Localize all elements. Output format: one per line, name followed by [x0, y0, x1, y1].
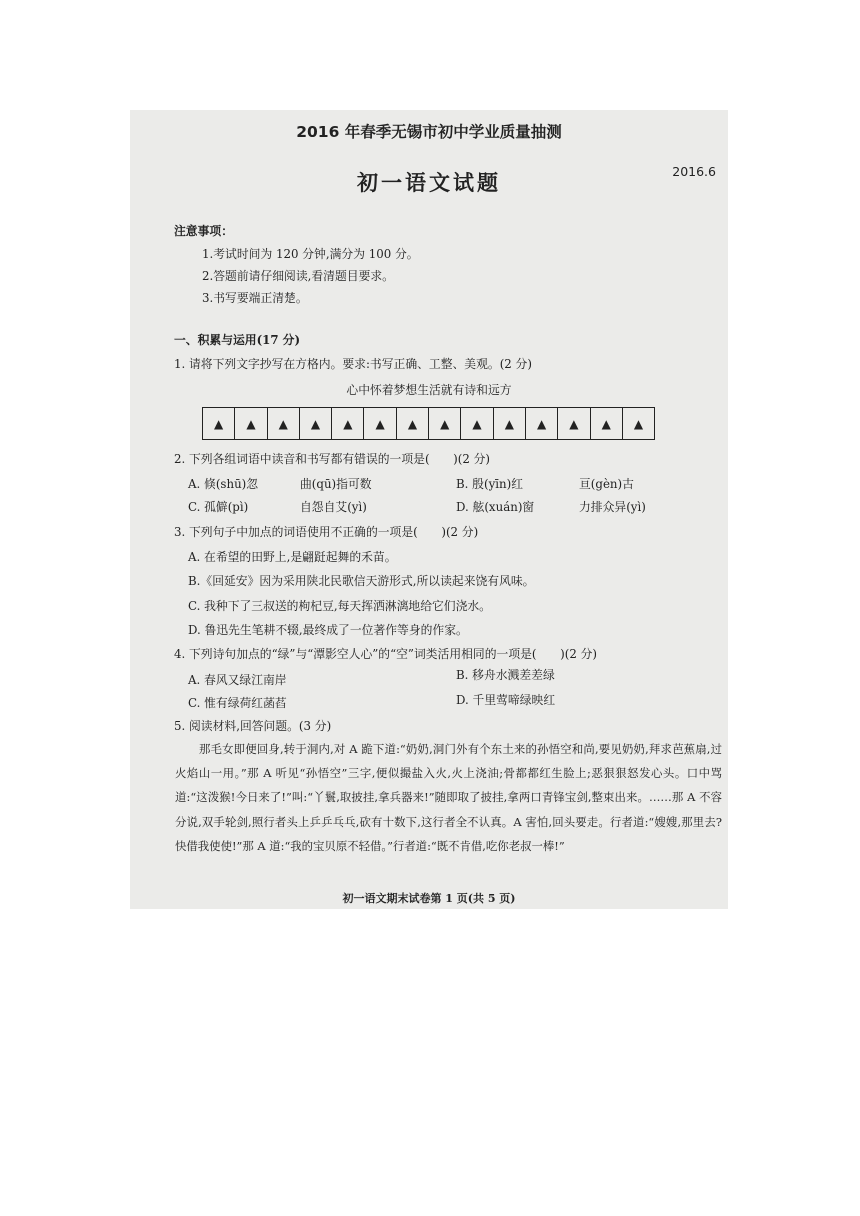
q3-option-c: C. 我种下了三叔送的枸杞豆,每天挥洒淋漓地给它们浇水。	[188, 599, 491, 613]
exam-subtitle: 初一语文试题	[357, 171, 501, 195]
notice-item: 1.考试时间为 120 分钟,满分为 100 分。	[202, 247, 419, 261]
q4-option-b: B. 移舟水溅差差绿	[456, 668, 555, 682]
q2-option-c: C. 孤僻(pì)	[188, 500, 249, 514]
copy-text: 心中怀着梦想生活就有诗和远方	[346, 383, 512, 397]
q3-option-a: A. 在希望的田野上,是翩跹起舞的禾苗。	[188, 550, 397, 564]
q2-option-b-2: 亘(gèn)古	[579, 477, 634, 491]
section-heading: 一、积累与运用(17 分)	[174, 333, 301, 347]
exam-title: 2016 年春季无锡市初中学业质量抽测	[296, 123, 562, 141]
grid-cell[interactable]: ▲	[234, 408, 266, 439]
question-3-stem: 3. 下列句子中加点的词语使用不正确的一项是( )(2 分)	[174, 525, 479, 539]
grid-cell[interactable]: ▲	[557, 408, 589, 439]
grid-cell[interactable]: ▲	[428, 408, 460, 439]
grid-cell[interactable]: ▲	[363, 408, 395, 439]
grid-cell[interactable]: ▲	[590, 408, 622, 439]
notice-heading: 注意事项：	[174, 224, 233, 238]
q4-option-c: C. 惟有绿荷红菡萏	[188, 696, 287, 710]
question-5-stem: 5. 阅读材料,回答问题。(3 分)	[174, 719, 332, 733]
notice-item: 2.答题前请仔细阅读,看清题目要求。	[202, 269, 394, 283]
grid-cell[interactable]: ▲	[331, 408, 363, 439]
passage-text: 那毛女即便回身,转于洞内,对 A 跪下道:“奶奶,洞门外有个东土来的孙悟空和尚,要见奶奶,拜求芭蕉扇,过火焰山一用。”那 A 听见“孙悟空”三字,便似撮盐入火,火上浇油;骨都都红生脸上;恶狠狠怒发心头。口中骂道:“这泼猴!今日来了!”叫:“丫鬟,取披挂,拿兵器来!”随即取了披挂,拿两口青锋宝剑,整束出来。……那 A 不容分说,双手轮剑,照行者头上乒乒乓乓,砍有十数下,这行者全不认真。A 害怕,回头要走。行者道:“嫂嫂,那里去?快借我使使!”那 A 道:“我的宝贝原不轻借。”行者道:“既不肯借,吃你老叔一棒!”	[175, 742, 722, 853]
q2-option-d-2: 力排众异(yì)	[579, 500, 646, 514]
grid-cell[interactable]: ▲	[267, 408, 299, 439]
q3-option-d: D. 鲁迅先生笔耕不辍,最终成了一位著作等身的作家。	[188, 623, 468, 637]
q2-option-b: B. 殷(yīn)红	[456, 477, 524, 491]
grid-cell[interactable]: ▲	[396, 408, 428, 439]
writing-grid[interactable]	[202, 407, 655, 440]
reading-passage	[175, 737, 722, 858]
notice-item: 3.书写要端正清楚。	[202, 291, 308, 305]
question-1-stem: 1. 请将下列文字抄写在方格内。要求:书写正确、工整、美观。(2 分)	[174, 357, 532, 371]
q2-option-d: D. 舷(xuán)窗	[456, 500, 535, 514]
grid-cell[interactable]: ▲	[493, 408, 525, 439]
grid-cell[interactable]: ▲	[622, 408, 654, 439]
grid-cell[interactable]: ▲	[525, 408, 557, 439]
q2-option-a: A. 倏(shū)忽	[188, 477, 259, 491]
question-4-stem: 4. 下列诗句加点的“绿”与“潭影空人心”的“空”词类活用相同的一项是( )(2 分)	[174, 647, 597, 661]
page-footer: 初一语文期末试卷第 1 页(共 5 页)	[342, 892, 516, 905]
q4-option-d: D. 千里莺啼绿映红	[456, 693, 556, 707]
q4-option-a: A. 春风又绿江南岸	[188, 673, 287, 687]
question-2-stem: 2. 下列各组词语中读音和书写都有错误的一项是( )(2 分)	[174, 452, 491, 466]
exam-date: 2016.6	[672, 164, 716, 179]
q2-option-c-2: 自怨自艾(yì)	[300, 500, 367, 514]
grid-cell[interactable]: ▲	[299, 408, 331, 439]
grid-cell[interactable]: ▲	[214, 416, 224, 431]
exam-page	[130, 110, 728, 909]
q3-option-b: B.《回延安》因为采用陕北民歌信天游形式,所以读起来饶有风味。	[188, 574, 535, 588]
grid-cell[interactable]: ▲	[460, 408, 492, 439]
q2-option-a-2: 曲(qū)指可数	[300, 477, 372, 491]
